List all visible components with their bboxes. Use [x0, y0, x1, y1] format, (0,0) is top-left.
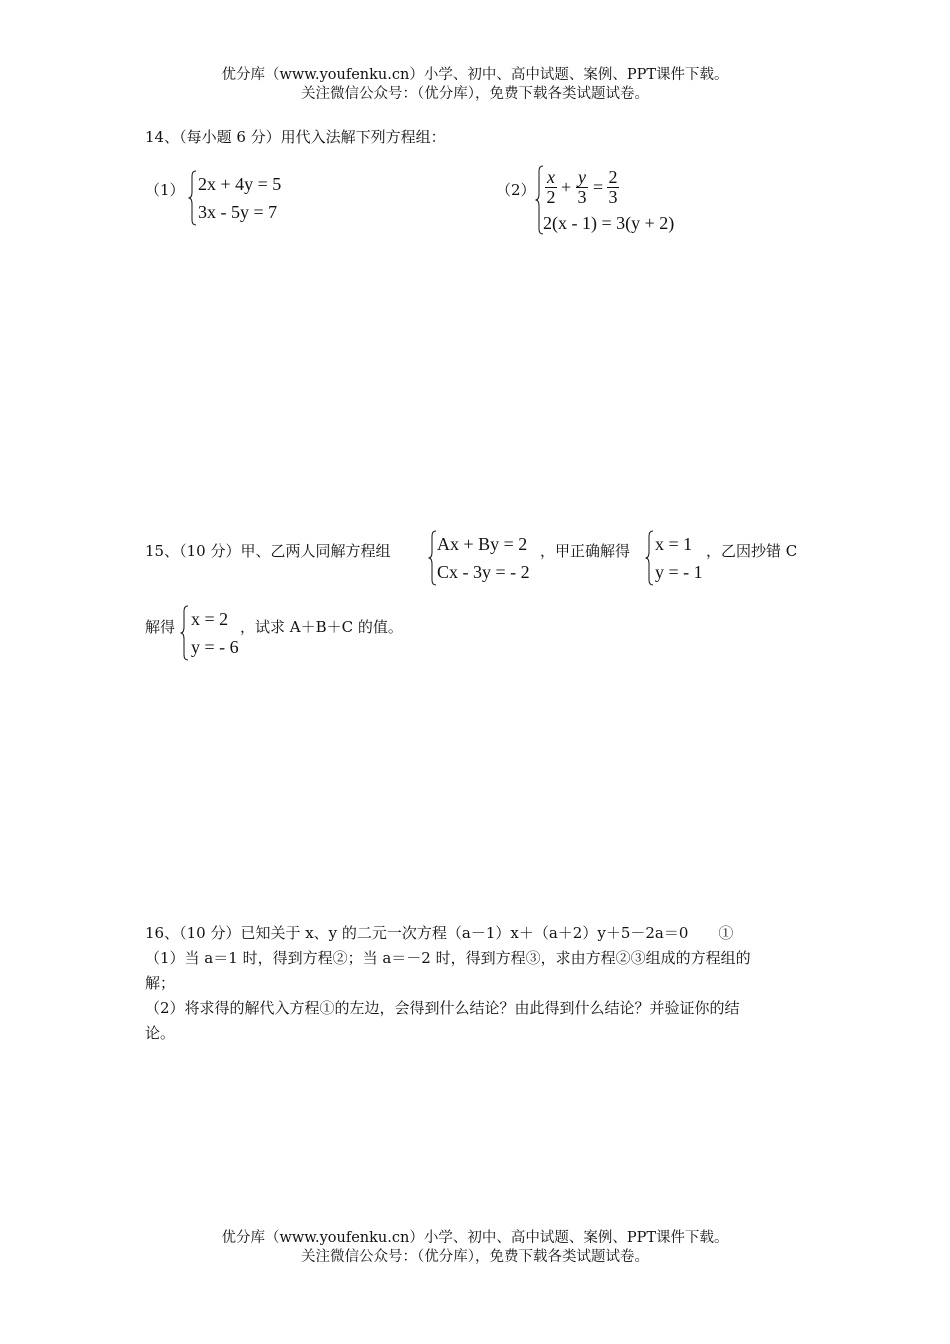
q14-frac3-denominator: 3 — [608, 187, 618, 207]
page-header-line1: 优分库（www.youfenku.cn）小学、初中、高中试题、案例、PPT课件下载。 — [221, 67, 729, 83]
q15-system-eq2: Cx - 3y = - 2 — [437, 562, 530, 582]
q14-part2-label: （2） — [496, 181, 536, 199]
q14-part1-system — [188, 170, 308, 228]
q15-line2-prefix: 解得 — [145, 618, 176, 636]
q14-equals-sign: = — [593, 177, 604, 197]
q14-frac2-numerator: y — [578, 167, 586, 187]
q14-frac1-denominator: 2 — [546, 187, 556, 207]
q14-part1-label: （1） — [145, 181, 185, 199]
left-brace-icon — [645, 530, 655, 586]
q15-sol1-y: y = - 1 — [655, 562, 703, 582]
q15-line2-suffix: ，试求 A＋B＋C 的值。 — [240, 618, 403, 636]
q14-title: 14、（每小题 6 分）用代入法解下列方程组： — [145, 128, 446, 146]
q16-line1: 16、（10 分）已知关于 x、y 的二元一次方程（a－1）x＋（a＋2）y＋5－2a＝0 ① — [145, 924, 734, 942]
q15-sol1-x: x = 1 — [655, 534, 693, 554]
page-footer-line2: 关注微信公众号：（优分库），免费下载各类试题试卷。 — [301, 1249, 649, 1265]
q14-part1-eq2: 3x - 5y = 7 — [198, 202, 278, 222]
q16-line2: （1）当 a＝1 时，得到方程②；当 a＝－2 时，得到方程③，求由方程②③组成的方程组的 — [145, 949, 751, 967]
q16-line4: （2）将求得的解代入方程①的左边，会得到什么结论？由此得到什么结论？并验证你的结 — [145, 999, 740, 1017]
q16-line3: 解； — [145, 974, 176, 992]
q15-sol2-y: y = - 6 — [191, 637, 239, 657]
q14-frac2-denominator: 3 — [577, 187, 587, 207]
page-header-line2: 关注微信公众号：（优分库），免费下载各类试题试卷。 — [301, 86, 649, 102]
q14-part2-system — [535, 165, 695, 237]
q16-line5: 论。 — [145, 1024, 176, 1042]
left-brace-icon — [188, 170, 198, 226]
q15-system — [428, 530, 538, 588]
q14-plus-sign: + — [561, 177, 572, 197]
left-brace-icon — [180, 605, 190, 661]
q14-part2-eq2: 2(x - 1) = 3(y + 2) — [543, 213, 675, 233]
q15-sol2-x: x = 2 — [191, 609, 229, 629]
q15-wrong-solution — [180, 605, 245, 663]
q15-system-eq1: Ax + By = 2 — [437, 534, 528, 554]
q14-frac3-numerator: 2 — [608, 167, 618, 187]
q15-mid-text: ，甲正确解得 — [540, 542, 631, 560]
q15-prefix: 15、（10 分）甲、乙两人同解方程组 — [145, 542, 391, 560]
q14-frac1-numerator: x — [547, 167, 555, 187]
q14-part1-eq1: 2x + 4y = 5 — [198, 174, 282, 194]
q15-suffix: ，乙因抄错 C — [706, 542, 798, 560]
q15-correct-solution — [645, 530, 710, 588]
page-footer-line1: 优分库（www.youfenku.cn）小学、初中、高中试题、案例、PPT课件下载。 — [221, 1230, 729, 1246]
